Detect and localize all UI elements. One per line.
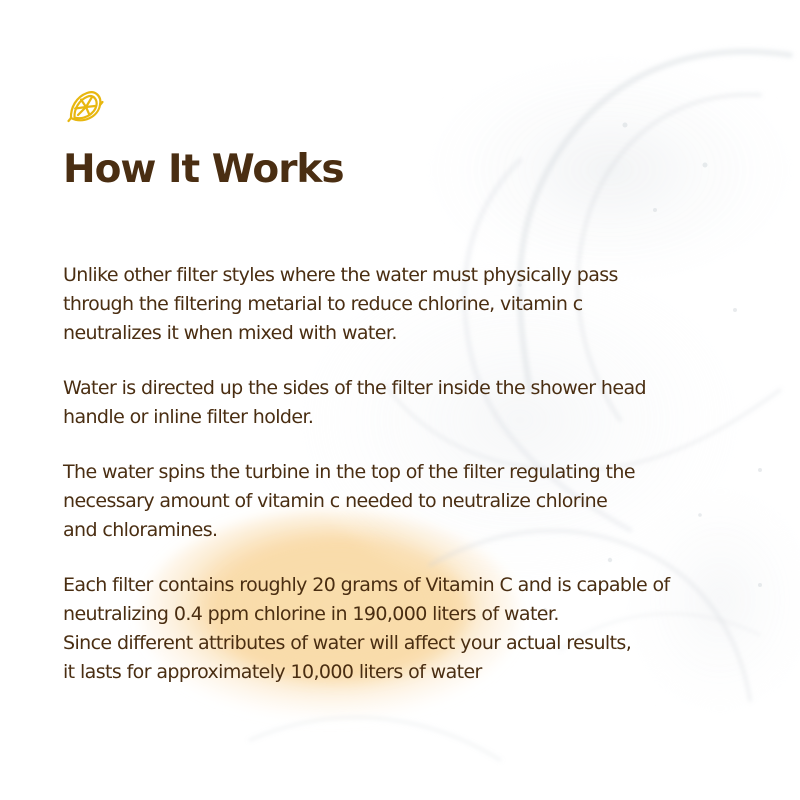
paragraph-3-line-1: The water spins the turbine in the top of the filter regulating the xyxy=(63,461,635,483)
paragraph-1-line-2: through the filtering metarial to reduce chlorine, vitamin c xyxy=(63,293,583,315)
paragraph-2 xyxy=(63,374,763,432)
paragraphs xyxy=(63,261,763,713)
paragraph-3-line-2: necessary amount of vitamin c needed to neutralize chlorine xyxy=(63,490,608,512)
paragraph-4-line-3: Since different attributes of water will affect your actual results, xyxy=(63,632,632,654)
paragraph-1 xyxy=(63,261,763,348)
paragraph-3-line-3: and chloramines. xyxy=(63,519,218,541)
paragraph-4-line-4: it lasts for approximately 10,000 liters of water xyxy=(63,661,482,683)
paragraph-3 xyxy=(63,458,763,545)
page-title: How It Works xyxy=(63,147,344,192)
paragraph-4 xyxy=(63,571,763,687)
paragraph-1-line-1: Unlike other filter styles where the water must physically pass xyxy=(63,264,618,286)
paragraph-4-line-2: neutralizing 0.4 ppm chlorine in 190,000 liters of water. xyxy=(63,603,559,625)
lemon-slice-icon xyxy=(62,84,108,130)
paragraph-2-line-1: Water is directed up the sides of the filter inside the shower head xyxy=(63,377,646,399)
paragraph-1-line-3: neutralizes it when mixed with water. xyxy=(63,322,397,344)
paragraph-2-line-2: handle or inline filter holder. xyxy=(63,406,314,428)
paragraph-4-line-1: Each filter contains roughly 20 grams of Vitamin C and is capable of xyxy=(63,574,670,596)
